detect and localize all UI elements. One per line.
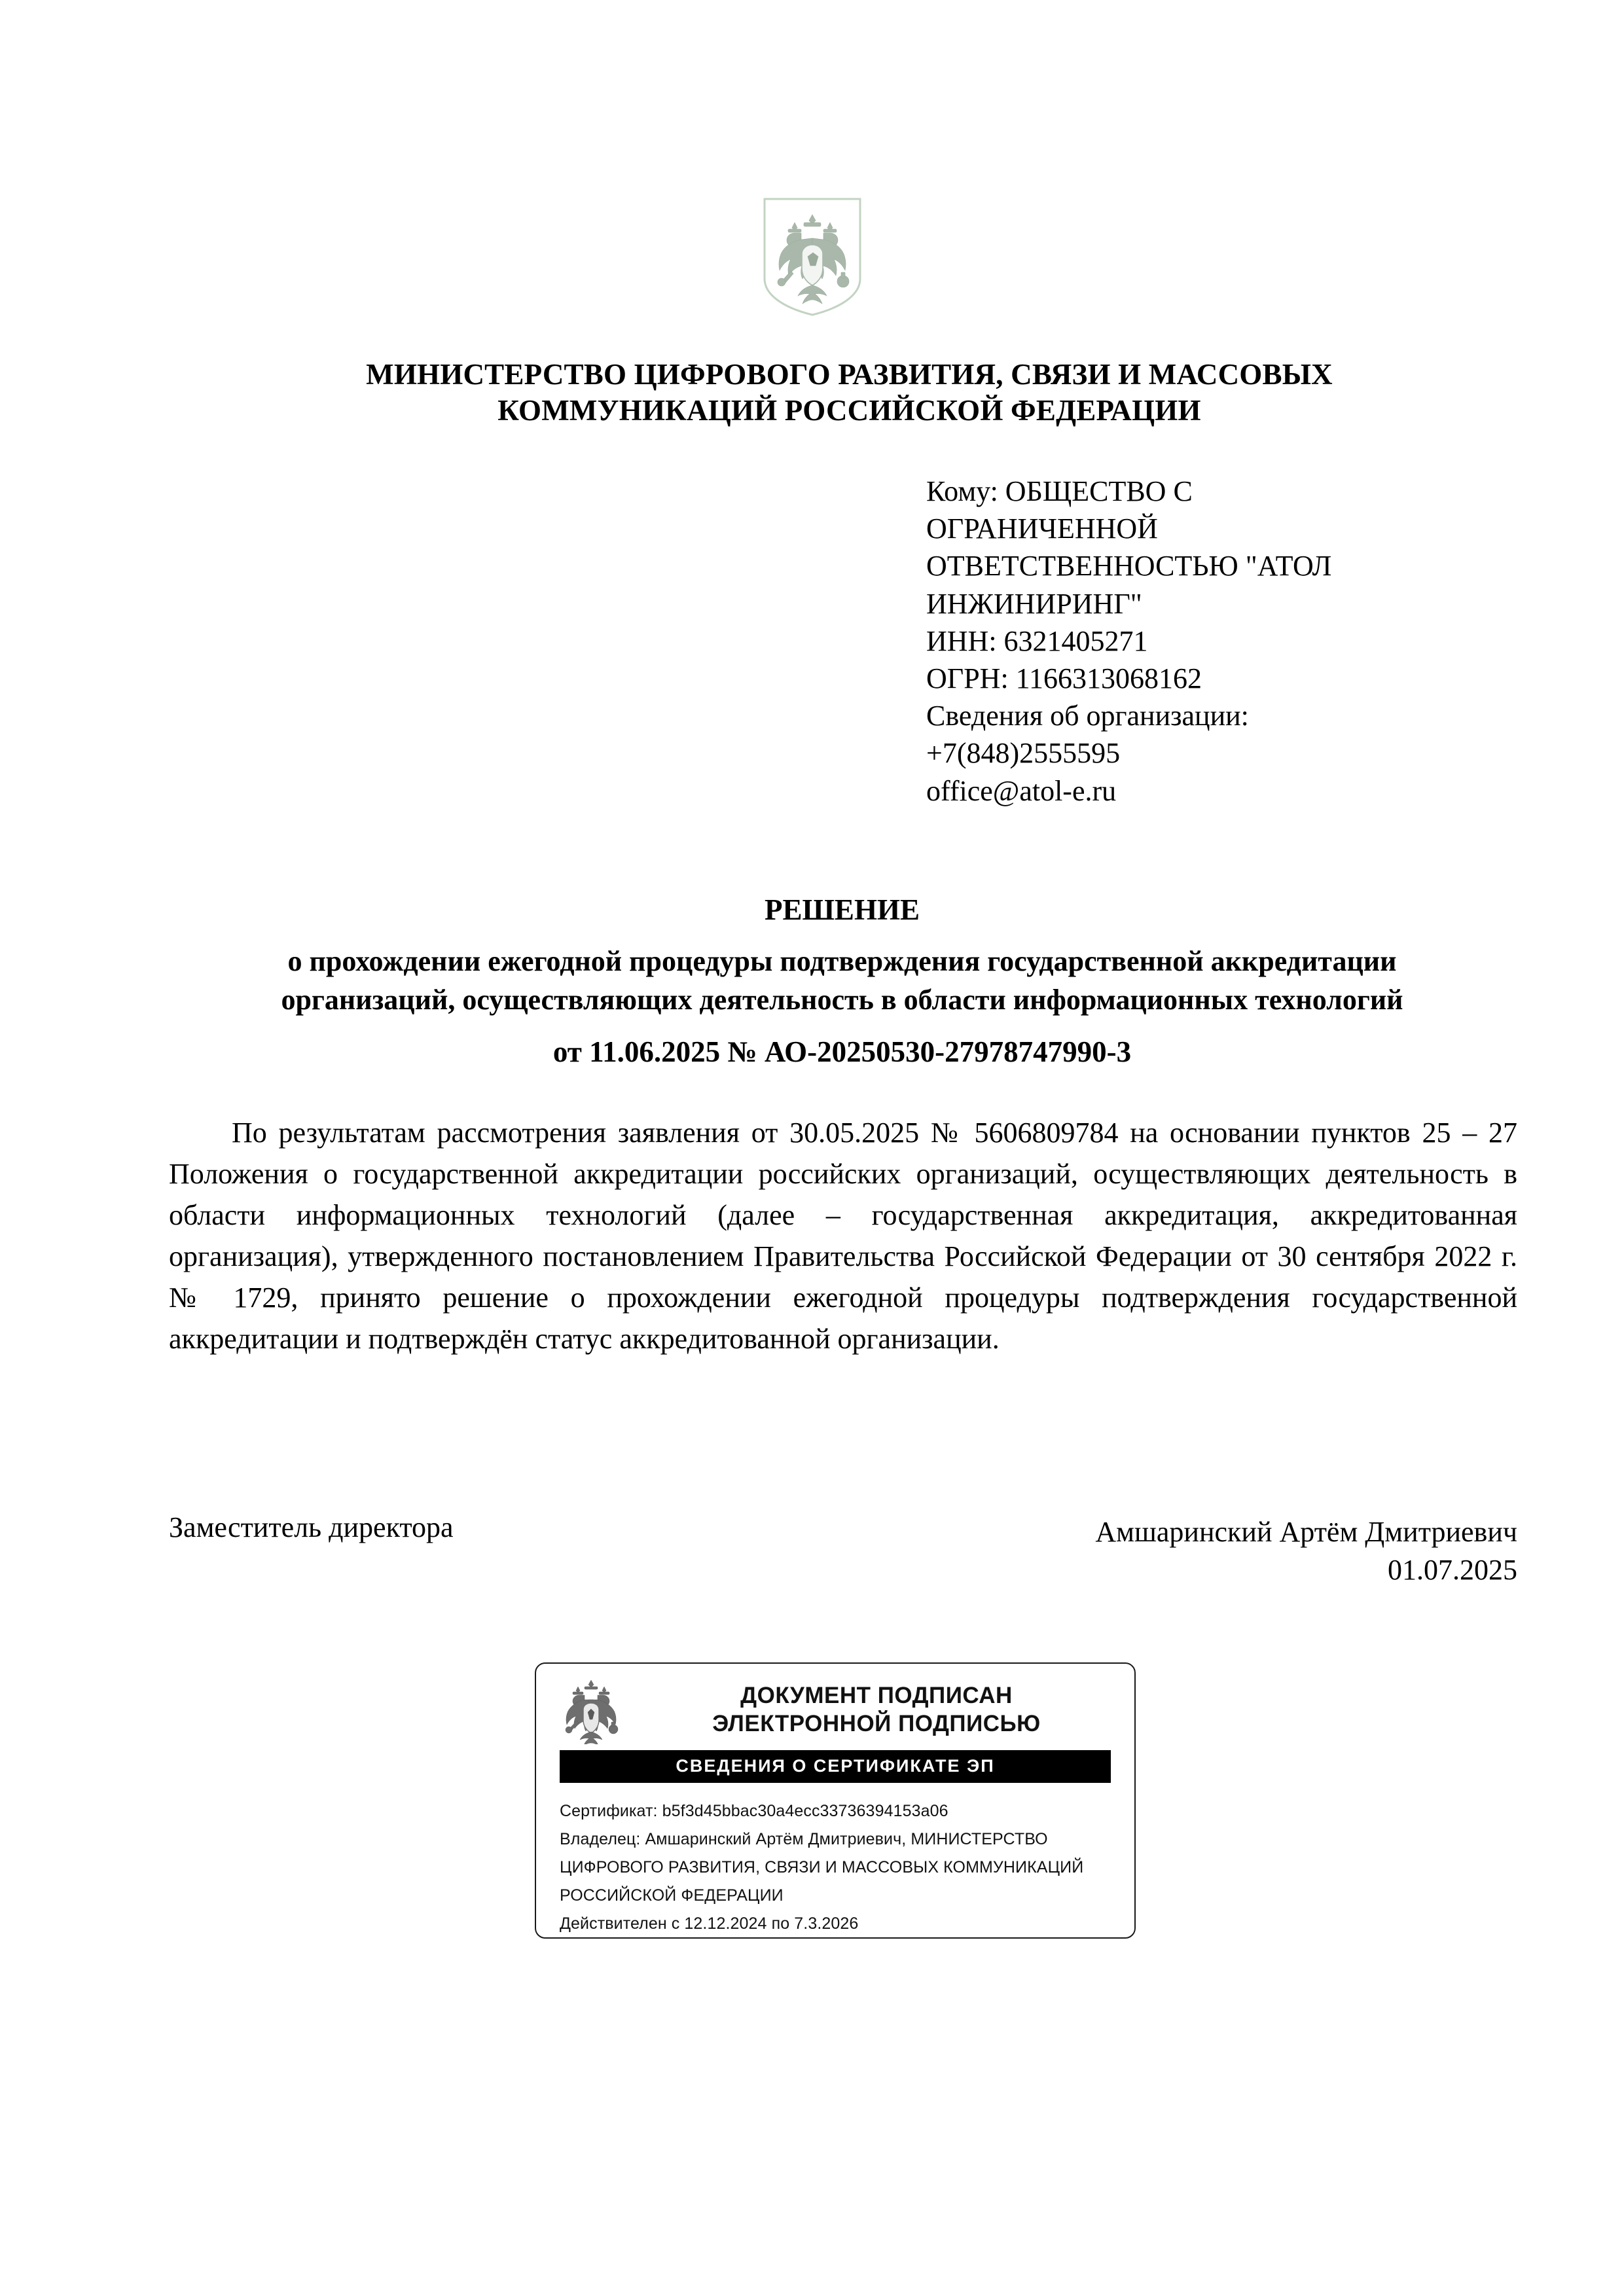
emblem-container bbox=[0, 196, 1624, 317]
addressee-block bbox=[926, 473, 1384, 810]
ministry-header-line-2: КОММУНИКАЦИЙ РОССИЙСКОЙ ФЕДЕРАЦИИ bbox=[497, 393, 1201, 427]
ministry-header-line-1: МИНИСТЕРСТВО ЦИФРОВОГО РАЗВИТИЯ, СВЯЗИ И МАССОВЫХ bbox=[366, 358, 1333, 391]
esign-owner-line-1: Владелец: Амшаринский Артём Дмитриевич, МИНИСТЕРСТВО bbox=[560, 1830, 1048, 1848]
signatory-name: Амшаринский Артём Дмитриевич bbox=[1095, 1516, 1517, 1548]
document-title: РЕШЕНИЕ bbox=[765, 893, 920, 926]
addressee-line-4: ИНЖИНИРИНГ" bbox=[926, 587, 1142, 620]
signature-row bbox=[169, 1513, 1517, 1589]
document-subtitle bbox=[169, 942, 1515, 1019]
addressee-ogrn: ОГРН: 1166313068162 bbox=[926, 662, 1202, 694]
document-body-paragraph: По результатам рассмотрения заявления от 30.05.2025 № 5606809784 на основании пунктов 25 – 27 Положения о государственной аккредитации российских организаций, осуществляющих деятельность в области информационных технологий (далее – государственная аккредитация, аккредитованная организация), утвержденного постановлением Правительства Российской Федерации от 30 сентября 2022 г. № 1729, принято решение о прохождении ежегодной процедуры подтверждения государственной аккредитации и подтверждён статус аккредитованной организации. bbox=[169, 1117, 1517, 1355]
esign-owner-line-3: РОССИЙСКОЙ ФЕДЕРАЦИИ bbox=[560, 1886, 784, 1905]
addressee-line-1: Кому: ОБЩЕСТВО С bbox=[926, 475, 1193, 507]
document-subtitle-line-2: организаций, осуществляющих деятельность в области информационных технологий bbox=[281, 983, 1403, 1016]
ministry-header bbox=[288, 357, 1411, 429]
document-number: от 11.06.2025 № АО-20250530-27978747990-3 bbox=[552, 1035, 1132, 1068]
esign-validity: Действителен с 12.12.2024 по 7.3.2026 bbox=[560, 1914, 859, 1933]
esign-certificate-bar: СВЕДЕНИЯ О СЕРТИФИКАТЕ ЭП bbox=[560, 1750, 1111, 1783]
addressee-inn: ИНН: 6321405271 bbox=[926, 624, 1148, 657]
electronic-signature-stamp bbox=[535, 1662, 1136, 1939]
esign-heading-line-1: ДОКУМЕНТ ПОДПИСАН bbox=[740, 1683, 1013, 1709]
document-subtitle-line-1: о прохождении ежегодной процедуры подтверждения государственной аккредитации bbox=[287, 945, 1397, 977]
esign-stamp-header bbox=[536, 1664, 1134, 1744]
esign-heading-line-2: ЭЛЕКТРОННОЙ ПОДПИСЬЮ bbox=[712, 1711, 1041, 1736]
addressee-email: office@atol-e.ru bbox=[926, 774, 1117, 807]
signatory-details bbox=[1095, 1513, 1517, 1589]
signature-date: 01.07.2025 bbox=[1388, 1554, 1517, 1587]
addressee-line-2: ОГРАНИЧЕННОЙ bbox=[926, 512, 1158, 545]
addressee-phone: +7(848)2555595 bbox=[926, 737, 1121, 770]
signatory-position: Заместитель директора bbox=[169, 1511, 454, 1543]
russian-coat-of-arms-shield-icon bbox=[757, 196, 868, 317]
esign-certificate-serial: Сертификат: b5f3d45bbac30a4ecc33736394153a06 bbox=[560, 1802, 948, 1820]
addressee-line-3: ОТВЕТСТВЕННОСТЬЮ "АТОЛ bbox=[926, 550, 1332, 583]
esign-certificate-details bbox=[560, 1797, 1111, 1938]
esign-owner-line-2: ЦИФРОВОГО РАЗВИТИЯ, СВЯЗИ И МАССОВЫХ КОММУНИКАЦИЙ bbox=[560, 1858, 1084, 1876]
addressee-org-info-label: Сведения об организации: bbox=[926, 700, 1249, 732]
esign-heading bbox=[628, 1682, 1134, 1738]
russian-coat-of-arms-eagle-icon bbox=[560, 1676, 623, 1744]
